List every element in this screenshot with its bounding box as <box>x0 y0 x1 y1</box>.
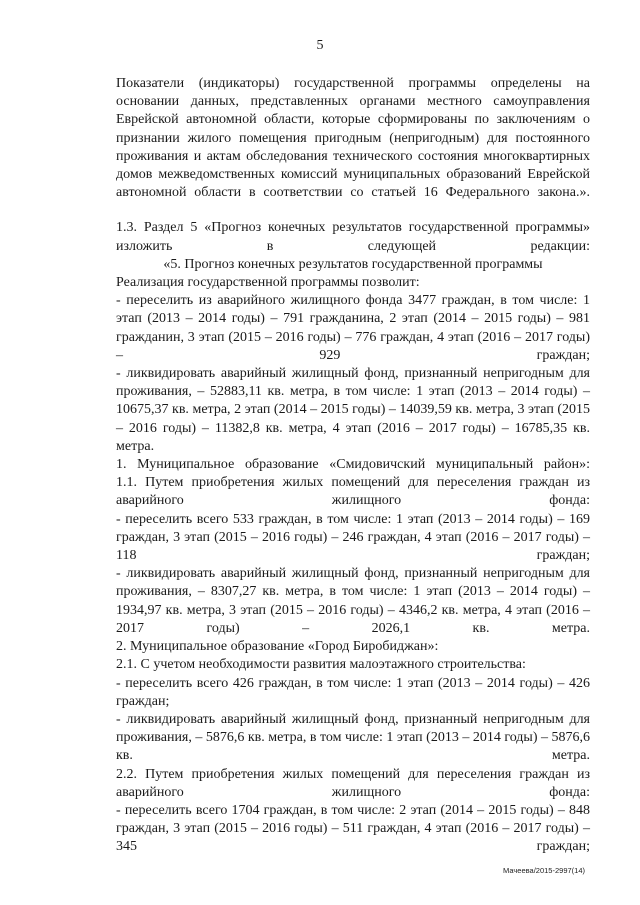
paragraph-indicators: Показатели (индикаторы) государственной программы определены на основании данных, представленных органами местного самоуправления Еврейской автономной области, которые сформированы по заключениям о признании жилого помещения пригодным (непригодным) для постоянного проживания и актам обследования технического состояния многоквартирных домов межведомственных комиссий муниципальных образований Еврейской автономной области в соответствии со статьей 16 Федерального закона.». <box>116 76 590 201</box>
paragraph-section-1-3: 1.3. Раздел 5 «Прогноз конечных результатов государственной программы» изложить в следующей редакции: <box>116 220 590 254</box>
paragraph-item-1-1-resettle: - переселить всего 533 граждан, в том числе: 1 этап (2013 – 2014 годы) – 169 граждан, 3 этап (2015 – 2016 годы) – 246 граждан, 4 этап (2016 – 2017 годы) – 118 граждан; <box>116 511 590 564</box>
paragraph-item-2-1: 2.1. С учетом необходимости развития малоэтажного строительства: <box>116 657 526 673</box>
page-number: 5 <box>316 38 324 53</box>
paragraph-realization: Реализация государственной программы позволит: <box>116 275 420 291</box>
paragraph-item-2-1-resettle: - переселить всего 426 граждан, в том числе: 1 этап (2013 – 2014 годы) – 426 граждан; <box>116 675 590 709</box>
paragraph-resettle-total: - переселить из аварийного жилищного фонда 3477 граждан, в том числе: 1 этап (2013 – 2014 годы) – 791 гражданина, 2 этап (2014 – 2015 годы) – 981 гражданин, 3 этап (2015 – 2016 годы) – 776 граждан, 4 этап (2016 – 2017 годы) – 929 граждан; <box>116 293 590 363</box>
paragraph-municipality-1: 1. Муниципальное образование «Смидовичский муниципальный район»: <box>116 457 590 473</box>
paragraph-item-2-1-liquidate: - ликвидировать аварийный жилищный фонд, признанный непригодным для проживания, – 5876,6 кв. метра, в том числе: 1 этап (2013 – 2014 годы) – 5876,6 кв. метра. <box>116 711 590 764</box>
paragraph-item-1-1: 1.1. Путем приобретения жилых помещений для переселения граждан из аварийного жилищного фонда: <box>116 475 590 509</box>
paragraph-item-2-2-resettle: - переселить всего 1704 граждан, в том числе: 2 этап (2014 – 2015 годы) – 848 граждан, 3 этап (2015 – 2016 годы) – 511 граждан, 4 этап (2016 – 2017 годы) – 345 граждан; <box>116 802 590 855</box>
paragraph-liquidate-total: - ликвидировать аварийный жилищный фонд, признанный непригодным для проживания, – 52883,11 кв. метра, в том числе: 1 этап (2013 – 2014 годы) – 10675,37 кв. метра, 2 этап (2014 – 2015 годы) – 14039,59 кв. метра, 3 этап (2015 – 2016 годы) – 11382,8 кв. метра, 4 этап (2016 – 2017 годы) – 16785,35 кв. метра. <box>116 366 590 454</box>
paragraph-item-1-1-liquidate: - ликвидировать аварийный жилищный фонд, признанный непригодным для проживания, – 8307,27 кв. метра, в том числе: 1 этап (2013 – 2014 годы) – 1934,97 кв. метра, 3 этап (2015 – 2016 годы) – 4346,2 кв. метра, 4 этап (2016 – 2017 годы) – 2026,1 кв. метра. <box>116 566 590 636</box>
paragraph-item-2-2: 2.2. Путем приобретения жилых помещений для переселения граждан из аварийного жилищного фонда: <box>116 766 590 800</box>
document-footer-code: Мачеева/2015-2997(14) <box>503 866 585 875</box>
paragraph-section-heading: «5. Прогноз конечных результатов государственной программы <box>163 256 543 272</box>
document-body <box>116 75 590 857</box>
paragraph-municipality-2: 2. Муниципальное образование «Город Биробиджан»: <box>116 639 439 655</box>
